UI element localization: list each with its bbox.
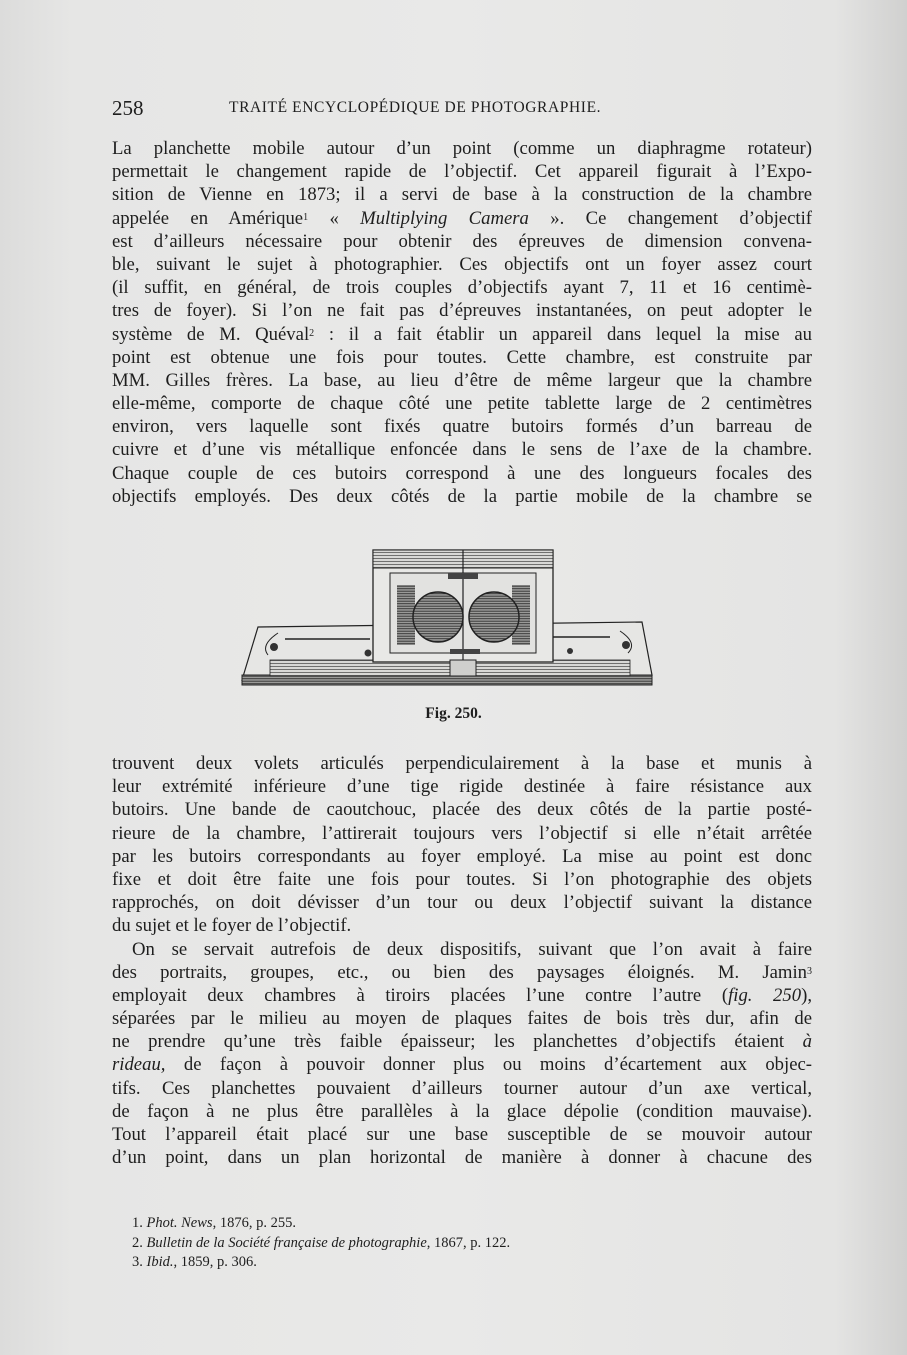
footnote-detail: , 1867, p. 122. [426, 1234, 511, 1251]
text-line: rieure de la chambre, l’attirerait toujours vers l’objectif si elle n’était arrêtée [112, 822, 812, 844]
footnote-source: Ibid. [146, 1254, 174, 1270]
twin-camera-body [373, 550, 553, 676]
text-segment: de façon à pouvoir donner plus ou moins d’écartement aux objec- [183, 1054, 813, 1076]
text-segment: système de M. Quéval [112, 323, 310, 345]
paragraph-1 [112, 137, 812, 508]
text-line: par les butoirs correspondants au foyer employé. La mise au point est donc [112, 845, 812, 867]
footnote-2 [132, 1234, 510, 1254]
text-segment: ». Ce changement d’objectif [528, 207, 812, 229]
footnote-number: 2. [132, 1234, 147, 1251]
text-line [112, 207, 812, 230]
text-line: butoirs. Une bande de caoutchouc, placée des deux côtés de la partie posté- [112, 799, 812, 821]
text-line: ble, suivant le sujet à photographier. Ces objectifs ont un foyer assez court [112, 253, 812, 275]
text-line: rapprochés, on doit dévisser d’un tour ou deux l’objectif suivant la distance [112, 892, 812, 914]
text-line [112, 323, 812, 346]
text-line: On se servait autrefois de deux dispositifs, suivant que l’on avait à faire [132, 938, 812, 960]
text-segment: ), [801, 984, 812, 1006]
text-segment: des portraits, groupes, etc., ou bien des paysages éloignés. M. Jamin [112, 961, 807, 983]
footnote-number: 1. [132, 1215, 147, 1231]
figure-250-illustration [240, 545, 660, 690]
paragraph-2 [112, 752, 812, 1169]
text-line: fixe et doit être faite une fois pour toutes. Si l’on photographie des objets [112, 868, 812, 890]
text-line: tifs. Ces planchettes pouvaient d’ailleurs tourner autour d’un axe vertical, [112, 1077, 812, 1099]
figure-reference: fig. 250 [728, 984, 802, 1006]
text-line: d’un point, dans un plan horizontal de manière à donner à chacune des [112, 1147, 812, 1169]
text-line: point est obtenue une fois pour toutes. Cette chambre, est construite par [112, 346, 812, 368]
text-line: trouvent deux volets articulés perpendiculairement à la base et munis à [112, 753, 812, 774]
text-line: elle-même, comporte de chaque côté une petite tablette large de 2 centimètres [112, 393, 812, 415]
text-segment: ne prendre qu’une très faible épaisseur; les planchettes d’objectifs étaient [112, 1031, 785, 1053]
text-line: sition de Vienne en 1873; il a servi de base à la construction de la chambre [112, 184, 812, 206]
footnote-source: Bulletin de la Société française de photographie [146, 1234, 427, 1251]
text-line [112, 984, 812, 1007]
text-line: leur extrémité inférieure d’une tige rigide destinée à faire résistance aux [112, 776, 812, 798]
running-title: TRAITÉ ENCYCLOPÉDIQUE DE PHOTOGRAPHIE. [229, 99, 602, 116]
text-line: Chaque couple de ces butoirs correspond à une des longueurs focales des [112, 462, 812, 484]
text-line: est d’ailleurs nécessaire pour obtenir des épreuves de dimension convena- [112, 230, 812, 252]
footnote-number: 3. [132, 1254, 147, 1270]
footnote-1 [132, 1214, 510, 1234]
text-line: du sujet et le foyer de l’objectif. [112, 915, 352, 937]
footnote-ref: 3 [807, 965, 812, 977]
text-line: objectifs employés. Des deux côtés de la partie mobile de la chambre se [112, 485, 812, 507]
text-segment: : il a fait établir un appareil dans lequel la mise au [314, 323, 812, 345]
italic-term: Multiplying Camera [360, 207, 529, 229]
right-lens [469, 592, 519, 642]
text-line: La planchette mobile autour d’un point (comme un diaphragme rotateur) [112, 138, 812, 159]
italic-term: rideau, [112, 1054, 166, 1076]
text-line: MM. Gilles frères. La base, au lieu d’être de même largeur que la chambre [112, 369, 812, 391]
text-line: tres de foyer). Si l’on ne fait pas d’épreuves instantanées, on peut adopter le [112, 300, 812, 322]
text-line: (il suffit, en général, de trois couples d’objectifs ayant 7, 11 et 16 centimè- [112, 277, 812, 299]
text-segment: employait deux chambres à tiroirs placées l’une contre l’autre ( [112, 984, 729, 1006]
text-line: séparées par le milieu au moyen de plaques faites de bois très dur, afin de [112, 1008, 812, 1030]
page-number: 258 [112, 96, 144, 120]
page-header [112, 96, 712, 120]
text-line: de façon à ne plus être parallèles à la glace dépolie (condition mauvaise). [112, 1100, 812, 1122]
footnote-ref: 1 [303, 211, 309, 223]
text-line [112, 1053, 812, 1076]
footnote-source: Phot. News [146, 1215, 213, 1231]
text-line: Tout l’appareil était placé sur une base susceptible de se mouvoir autour [112, 1124, 812, 1145]
footnote-ref: 2 [309, 327, 315, 339]
text-line: environ, vers laquelle sont fixés quatre butoirs formés d’un barreau de [112, 416, 812, 438]
text-segment: « [308, 207, 361, 229]
text-segment: appelée en Amérique [112, 207, 304, 229]
footnotes [132, 1214, 510, 1273]
text-line: cuivre et d’une vis métallique enfoncée dans le sens de l’axe de la chambre. [112, 439, 812, 461]
figure-caption: Fig. 250. [425, 705, 482, 722]
left-lens [413, 592, 463, 642]
text-line: permettait le changement rapide de l’objectif. Cet appareil figurait à l’Expo- [112, 161, 812, 183]
text-segment [165, 1054, 183, 1075]
text-line [112, 1030, 812, 1053]
footnote-3 [132, 1253, 510, 1273]
italic-term: à [784, 1031, 813, 1053]
footnote-detail: , 1859, p. 306. [173, 1254, 257, 1270]
text-line [112, 961, 812, 984]
footnote-detail: , 1876, p. 255. [212, 1215, 296, 1231]
